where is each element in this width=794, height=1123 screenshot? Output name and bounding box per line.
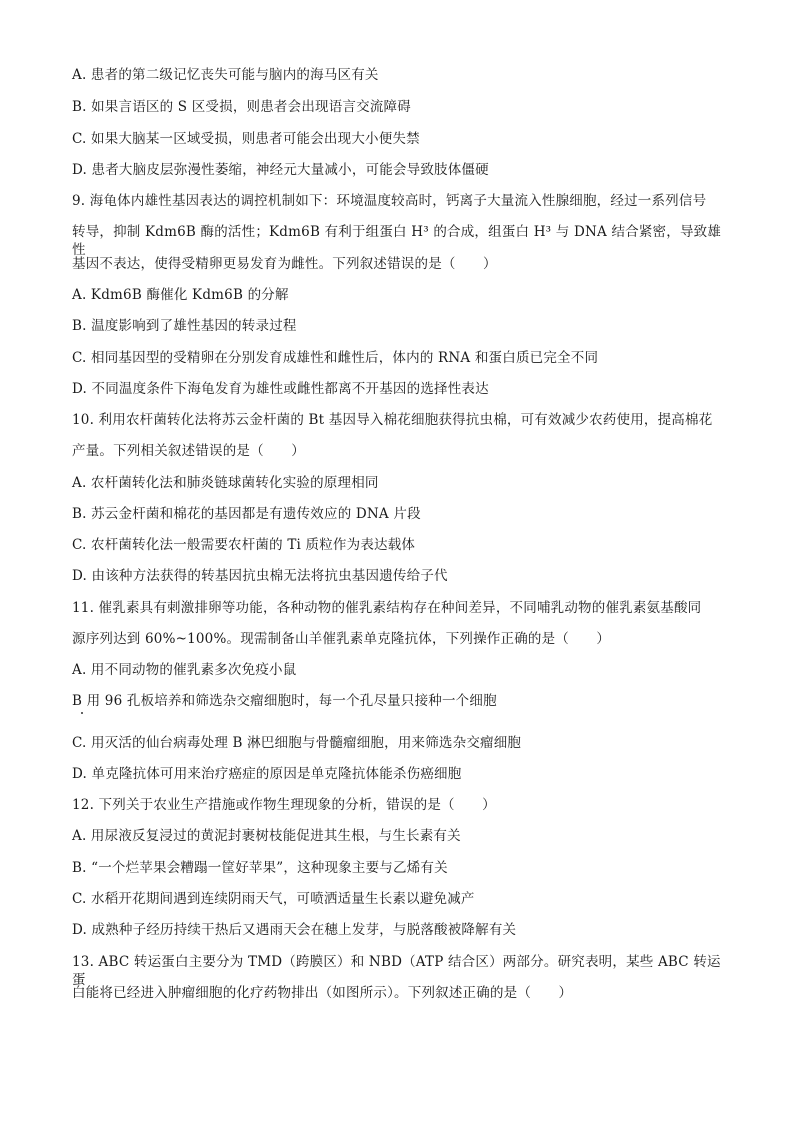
q13-stem-line-1: 13. ABC 转运蛋白主要分为 TMD（跨膜区）和 NBD（ATP 结合区）两部分。研究表明，某些 ABC 转运蛋 <box>72 954 721 988</box>
q10-stem-line-1: 10. 利用农杆菌转化法将苏云金杆菌的 Bt 基因导入棉花细胞获得抗虫棉，可有效减少农药使用，提高棉花 <box>72 412 713 428</box>
q10-option-d: D. 由该种方法获得的转基因抗虫棉无法将抗虫基因遗传给子代 <box>72 568 448 584</box>
stray-dot-mark <box>81 712 83 714</box>
q9-stem-line-2: 转导，抑制 Kdm6B 酶的活性；Kdm6B 有利于组蛋白 H³ 的合成，组蛋白 H³ 与 DNA 结合紧密，导致雄性 <box>72 224 722 258</box>
q10-option-a: A. 农杆菌转化法和肺炎链球菌转化实验的原理相同 <box>72 475 379 491</box>
q12-option-d: D. 成熟种子经历持续干热后又遇雨天会在穗上发芽，与脱落酸被降解有关 <box>72 922 517 938</box>
q13-stem-line-2: 白能将已经进入肿瘤细胞的化疗药物排出（如图所示）。下列叙述正确的是（ ） <box>72 985 573 1001</box>
q12-option-c: C. 水稻开花期间遇到连续阴雨天气，可喷洒适量生长素以避免减产 <box>72 891 475 907</box>
q11-stem-line-1: 11. 催乳素具有刺激排卵等功能，各种动物的催乳素结构存在种间差异，不同哺乳动物的催乳素氨基酸同 <box>72 600 702 616</box>
q8-option-b: B. 如果言语区的 S 区受损，则患者会出现语言交流障碍 <box>72 99 411 115</box>
q11-option-c: C. 用灭活的仙台病毒处理 B 淋巴细胞与骨髓瘤细胞，用来筛选杂交瘤细胞 <box>72 735 522 751</box>
q11-option-a: A. 用不同动物的催乳素多次免疫小鼠 <box>72 662 297 678</box>
q9-option-a: A. Kdm6B 酶催化 Kdm6B 的分解 <box>72 287 289 303</box>
q10-stem-line-2: 产量。下列相关叙述错误的是（ ） <box>72 443 305 459</box>
q8-option-a: A. 患者的第二级记忆丧失可能与脑内的海马区有关 <box>72 67 379 83</box>
q9-option-c: C. 相同基因型的受精卵在分别发育成雄性和雌性后，体内的 RNA 和蛋白质已完全不同 <box>72 350 599 366</box>
q12-stem-line-1: 12. 下列关于农业生产措施或作物生理现象的分析，错误的是（ ） <box>72 797 496 813</box>
q9-stem-line-3: 基因不表达，使得受精卵更易发育为雌性。下列叙述错误的是（ ） <box>72 256 497 272</box>
q8-option-c: C. 如果大脑某一区域受损，则患者可能会出现大小便失禁 <box>72 131 420 147</box>
q11-stem-line-2: 源序列达到 60%~100%。现需制备山羊催乳素单克隆抗体，下列操作正确的是（ ） <box>72 631 611 647</box>
q11-option-d: D. 单克隆抗体可用来治疗癌症的原因是单克隆抗体能杀伤癌细胞 <box>72 766 462 782</box>
q10-option-b: B. 苏云金杆菌和棉花的基因都是有遗传效应的 DNA 片段 <box>72 506 421 522</box>
q11-option-b: B 用 96 孔板培养和筛选杂交瘤细胞时，每一个孔尽量只接种一个细胞 <box>72 693 497 709</box>
q12-option-b: B. “一个烂苹果会糟蹋一筐好苹果”，这种现象主要与乙烯有关 <box>72 860 448 876</box>
q9-stem-line-1: 9. 海龟体内雄性基因表达的调控机制如下：环境温度较高时，钙离子大量流入性腺细胞，经过一系列信号 <box>72 193 707 209</box>
q9-option-b: B. 温度影响到了雄性基因的转录过程 <box>72 318 297 334</box>
q10-option-c: C. 农杆菌转化法一般需要农杆菌的 Ti 质粒作为表达载体 <box>72 537 416 553</box>
q9-option-d: D. 不同温度条件下海龟发育为雄性或雌性都离不开基因的选择性表达 <box>72 381 489 397</box>
q12-option-a: A. 用尿液反复浸过的黄泥封裹树枝能促进其生根，与生长素有关 <box>72 828 461 844</box>
q8-option-d: D. 患者大脑皮层弥漫性萎缩，神经元大量减小，可能会导致肢体僵硬 <box>72 162 489 178</box>
